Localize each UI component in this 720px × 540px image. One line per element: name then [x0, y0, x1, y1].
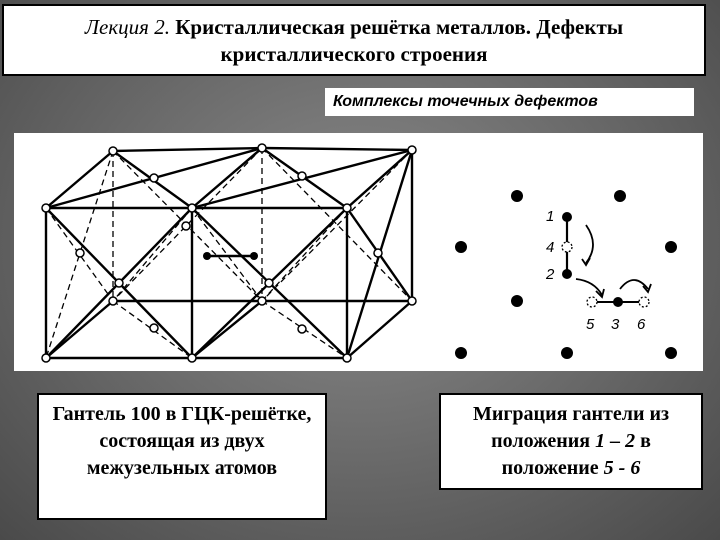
migration-labels: [545, 208, 646, 333]
migration-arrows: [576, 225, 651, 297]
slide-subtitle: Комплексы точечных дефектов: [325, 88, 694, 116]
migration-atoms: [455, 190, 677, 359]
caption-migration-pos-a: 1 – 2: [595, 430, 636, 452]
title-prefix: Лекция 2.: [84, 15, 170, 39]
caption-migration-pos-b: 5 - 6: [603, 457, 641, 479]
lattice-solid-edges: [46, 148, 412, 358]
caption-migration-text-1: Миграция гантели из положения: [472, 403, 670, 452]
label-2: 2: [546, 266, 555, 283]
vacant-sites: [562, 242, 649, 307]
caption-migration: [439, 393, 703, 490]
label-1: 1: [546, 208, 555, 225]
label-5: 5: [586, 316, 595, 333]
crystal-lattice-figure: [14, 133, 703, 371]
slide-title: [2, 4, 706, 76]
title-main: Кристаллическая решётка металлов. Дефекты кристаллического строения: [175, 15, 624, 66]
lattice-drawing: [14, 133, 703, 371]
label-3: 3: [611, 316, 620, 333]
label-4: 4: [546, 239, 555, 256]
caption-dumbbell: Гантель 100 в ГЦК-решётке, состоящая из двух межузельных атомов: [37, 393, 327, 520]
label-6: 6: [637, 316, 646, 333]
caption-migration-text-2: в положение: [501, 430, 651, 479]
